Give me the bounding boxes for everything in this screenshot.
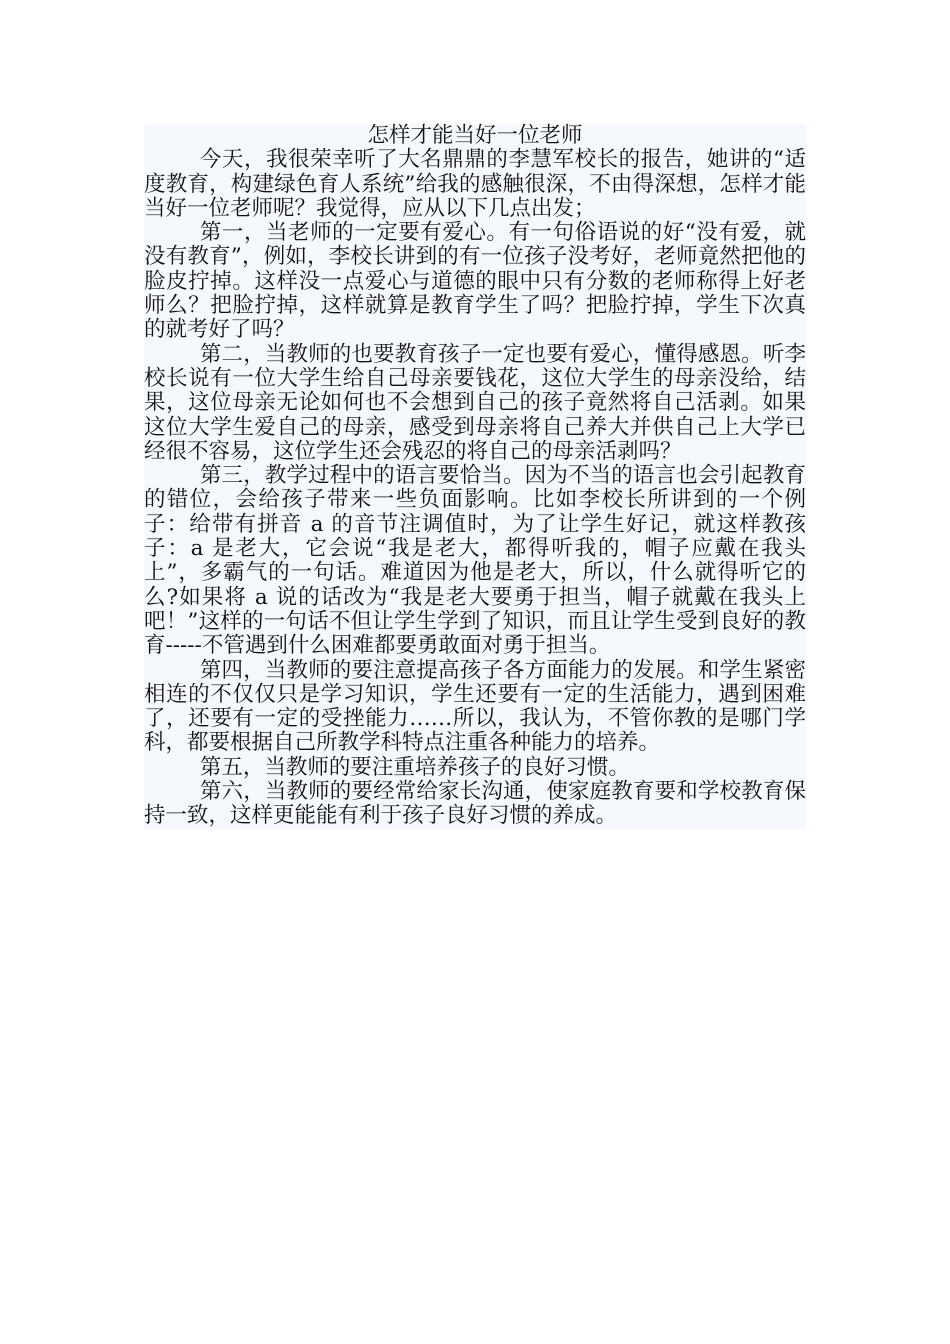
- article-body: [144, 124, 806, 829]
- paragraph-point-6: 第六，当教师的要经常给家长沟通，使家庭教育要和学校教育保持一致，这样更能能有利于孩子良好习惯的养成。: [144, 779, 806, 829]
- paragraph-intro: 今天，我很荣幸听了大名鼎鼎的李慧军校长的报告，她讲的“适度教育，构建绿色育人系统”给我的感触很深，不由得深想，怎样才能当好一位老师呢？我觉得，应从以下几点出发；: [144, 147, 806, 221]
- paragraph-point-3: 第三，教学过程中的语言要恰当。因为不当的语言也会引起教育的错位，会给孩子带来一些负面影响。比如李校长所讲到的一个例子：给带有拼音 a 的音节注调值时，为了让学生好记，就这样教孩子：a 是老大，它会说“我是老大，都得听我的，帽子应戴在我头上”，多霸气的一句话。难道因为他是老大，所以，什么就得听它的么?如果将 a 说的话改为“我是老大要勇于担当，帽子就戴在我头上吧！”这样的一句话不但让学生学到了知识，而且让学生受到良好的教育-----不管遇到什么困难都要勇敢面对勇于担当。: [144, 463, 806, 659]
- article-title: 怎样才能当好一位老师: [367, 123, 583, 148]
- paragraph-point-4: 第四，当教师的要注意提高孩子各方面能力的发展。和学生紧密相连的不仅仅只是学习知识，学生还要有一定的生活能力，遇到困难了，还要有一定的受挫能力……所以，我认为，不管你教的是哪门学科，都要根据自己所教学科特点注重各种能力的培养。: [144, 657, 806, 756]
- paragraph-point-1: 第一，当老师的一定要有爱心。有一句俗语说的好“没有爱，就没有教育”，例如，李校长讲到的有一位孩子没考好，老师竟然把他的脸皮拧掉。这样没一点爱心与道德的眼中只有分数的老师称得上好老师么？把脸拧掉，这样就算是教育学生了吗？把脸拧掉，学生下次真的就考好了吗？: [144, 220, 806, 343]
- paragraph-point-5: 第五，当教师的要注重培养孩子的良好习惯。: [199, 754, 630, 780]
- paragraph-point-2: 第二，当教师的也要教育孩子一定也要有爱心，懂得感恩。听李校长说有一位大学生给自己母亲要钱花，这位大学生的母亲没给，结果，这位母亲无论如何也不会想到自己的孩子竟然将自己活剥。如果这位大学生爱自己的母亲，感受到母亲将自己养大并供自己上大学已经很不容易，这位学生还会残忍的将自己的母亲活剥吗？: [144, 341, 806, 464]
